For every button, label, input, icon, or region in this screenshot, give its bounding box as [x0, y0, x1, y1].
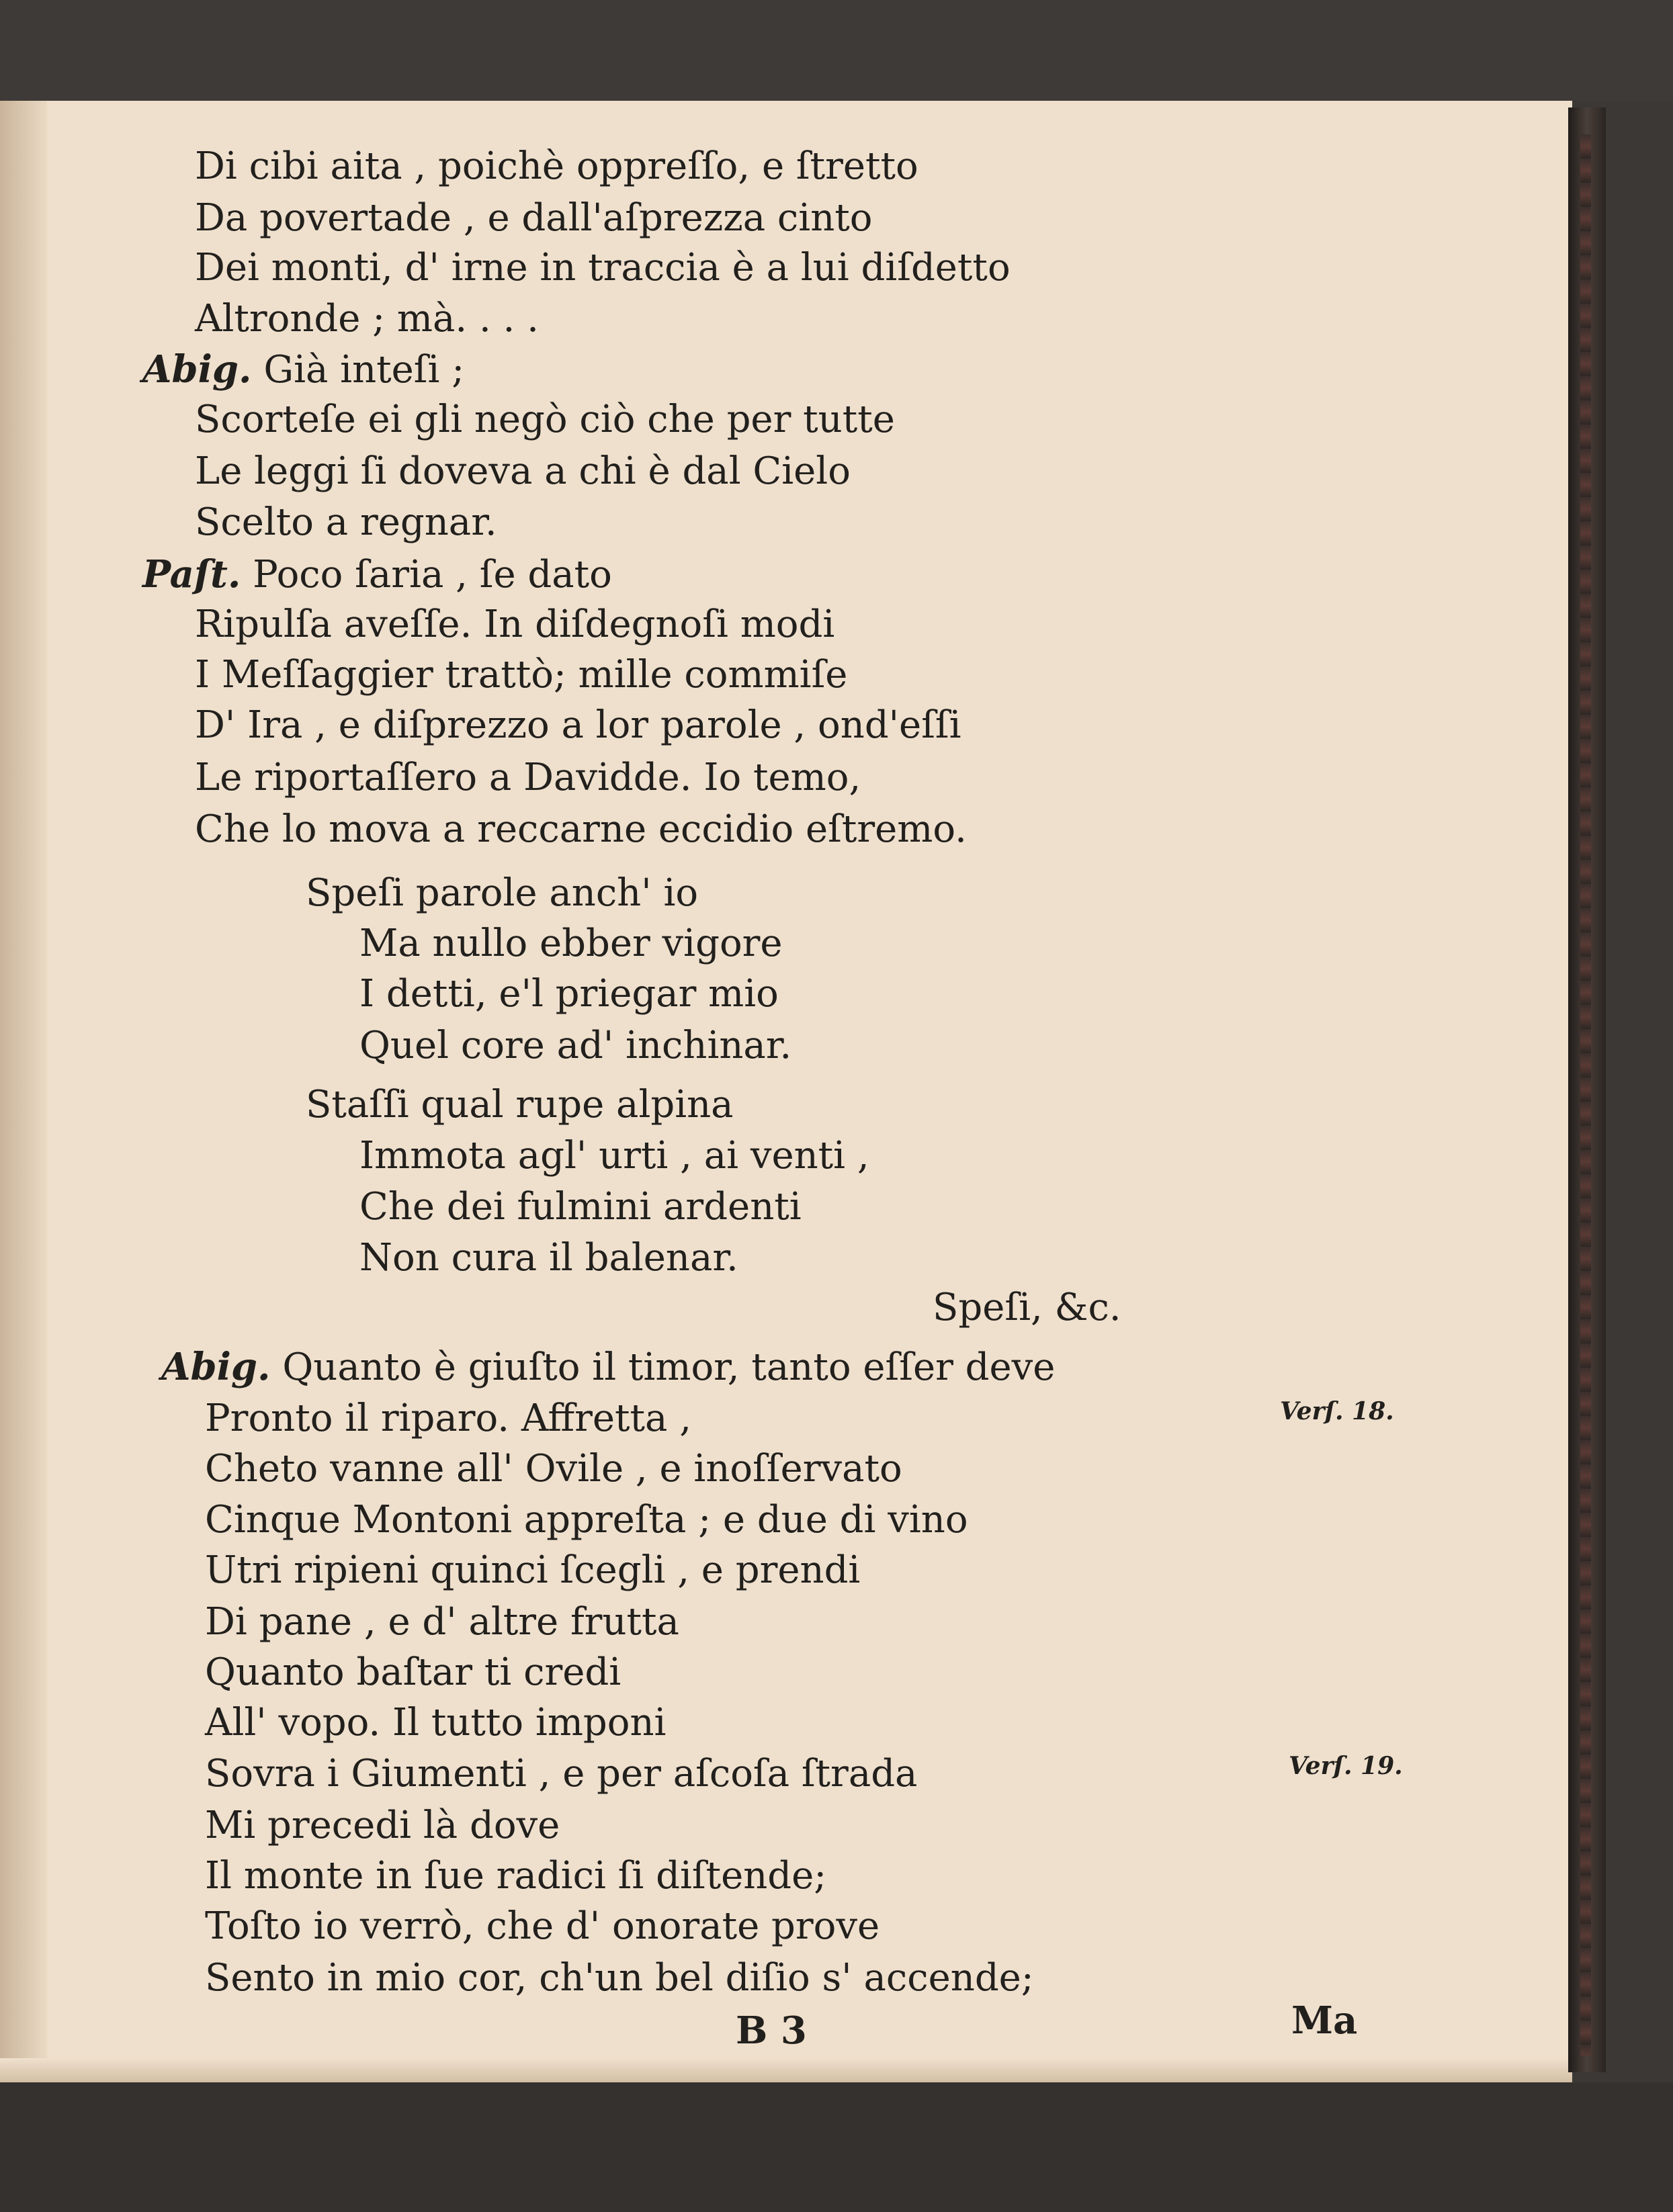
margin-note: Verſ. 19.	[1289, 1752, 1403, 1780]
text-line: Paſt. Poco ſaria , ſe dato	[142, 552, 612, 596]
text-line: Da povertade , e dall'aſprezza cinto	[195, 196, 873, 240]
text-line: Scelto a regnar.	[195, 500, 497, 544]
gutter-shadow	[0, 101, 47, 2082]
aria-da-capo: Speſi, &c.	[933, 1286, 1121, 1329]
text-line: Toſto io verrò, che d' onorate prove	[205, 1904, 880, 1948]
aria-line: Che dei fulmini ardenti	[359, 1185, 802, 1229]
text-line: Di cibi aita , poichè oppreſſo, e ſtretto	[195, 144, 918, 188]
aria-line: Non cura il balenar.	[359, 1236, 738, 1280]
aria-line: Quel core ad' inchinar.	[359, 1024, 792, 1067]
text-line: Ripulſa aveſſe. In diſdegnoſi modi	[195, 603, 835, 646]
text-line: Abig. Già inteſi ;	[142, 347, 465, 392]
signature-mark: B 3	[736, 2008, 807, 2053]
page-bottom-shadow	[0, 2058, 1572, 2082]
background-bottom	[0, 2082, 1673, 2212]
speaker-label: Abig.	[161, 1345, 271, 1389]
text-line: Utri ripieni quinci ſcegli , e prendi	[205, 1548, 861, 1592]
text-line: Di pane , e d' altre frutta	[205, 1600, 679, 1644]
text-line: Cinque Montoni appreſta ; e due di vino	[205, 1498, 968, 1542]
marbled-cover-edge	[1580, 134, 1591, 2055]
text-line: D' Ira , e diſprezzo a lor parole , ond'eſſi	[195, 703, 961, 747]
text-line: Abig. Quanto è giuſto il timor, tanto eſſer deve	[161, 1345, 1056, 1389]
text-line: Le leggi ſi doveva a chi è dal Cielo	[195, 449, 851, 493]
aria-line: Speſi parole anch' io	[306, 871, 699, 915]
text-line: Sovra i Giumenti , e per aſcoſa ſtrada	[205, 1752, 918, 1796]
background-top	[0, 0, 1673, 101]
aria-line: Ma nullo ebber vigore	[359, 922, 783, 965]
margin-note: Verſ. 18.	[1280, 1397, 1394, 1425]
text-line: Dei monti, d' irne in traccia è a lui diſdetto	[195, 246, 1011, 290]
text-line: Sento in mio cor, ch'un bel diſio s' accende;	[205, 1956, 1034, 2000]
aria-line: I detti, e'l priegar mio	[359, 972, 779, 1016]
speaker-label: Abig.	[142, 347, 252, 392]
catchword: Ma	[1291, 1998, 1358, 2043]
text-line: Il monte in ſue radici ſi diſtende;	[205, 1854, 827, 1898]
text-line: Pronto il riparo. Affretta ,	[205, 1397, 692, 1440]
text-line: Altronde ; mà. . . .	[195, 297, 539, 341]
text-line: Scorteſe ei gli negò ciò che per tutte	[195, 398, 895, 441]
text-line: Mi precedi là dove	[205, 1804, 560, 1847]
text-line: All' vopo. Il tutto imponi	[205, 1701, 667, 1744]
speaker-label: Paſt.	[142, 552, 241, 596]
text-line: Che lo mova a reccarne eccidio eſtremo.	[195, 807, 967, 851]
text-line: Le riportaſſero a Davidde. Io temo,	[195, 756, 861, 799]
text-line: Quanto baſtar ti credi	[205, 1650, 621, 1694]
text-line: Cheto vanne all' Ovile , e inoſſervato	[205, 1447, 902, 1491]
aria-line: Immota agl' urti , ai venti ,	[359, 1134, 869, 1178]
text-line: I Meſſaggier trattò; mille commiſe	[195, 653, 848, 697]
aria-line: Staſſi qual rupe alpina	[306, 1083, 734, 1126]
